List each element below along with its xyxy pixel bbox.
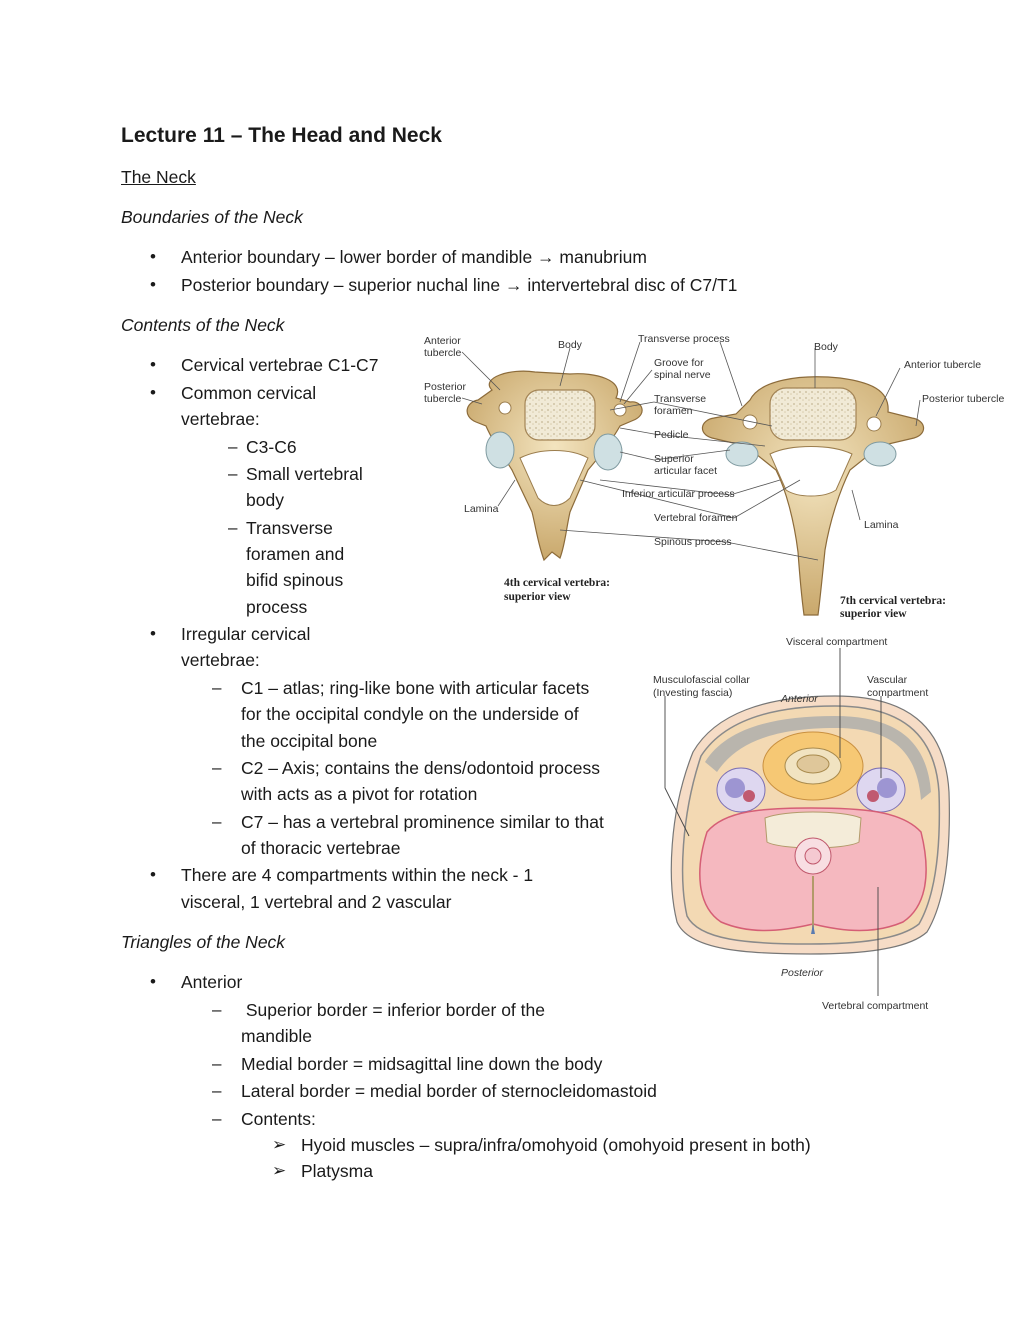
label-groove: Groove for bbox=[654, 357, 704, 369]
cervical-vertebrae-figure bbox=[420, 330, 1005, 622]
label-anterior-tubercle: Anterior tubercle bbox=[904, 359, 982, 371]
caption-c7: 7th cervical vertebra: bbox=[840, 595, 947, 607]
dash: – bbox=[228, 464, 238, 483]
label-visceral-compartment: Visceral compartment bbox=[786, 636, 888, 648]
caption-c7: superior view bbox=[840, 608, 907, 620]
sub-item: body bbox=[246, 490, 284, 510]
sub-item: C7 – has a vertebral prominence similar to that bbox=[241, 812, 604, 832]
contents-item: visceral, 1 vertebral and 2 vascular bbox=[181, 892, 452, 912]
label-posterior-tubercle: Posterior tubercle bbox=[922, 393, 1005, 405]
sub-sub-item: Platysma bbox=[301, 1161, 373, 1181]
sub-item: C1 – atlas; ring-like bone with articular facets bbox=[241, 678, 590, 698]
dash: – bbox=[212, 1109, 222, 1128]
c7-vertebra-illustration bbox=[702, 377, 923, 615]
contents-item: vertebrae: bbox=[181, 409, 260, 429]
sub-item: Lateral border = medial border of sternocleidomastoid bbox=[241, 1081, 657, 1101]
label-vascular-compartment: Vascular bbox=[867, 674, 908, 686]
label-vascular-compartment: compartment bbox=[867, 687, 929, 699]
label-musculofascial-collar: Musculofascial collar bbox=[653, 674, 750, 686]
sub-item: foramen and bbox=[246, 544, 345, 564]
arrow-bullet-icon: ➢ bbox=[272, 1135, 287, 1154]
sub-item: C3-C6 bbox=[246, 437, 297, 457]
label-anterior-tubercle: tubercle bbox=[424, 347, 462, 359]
neck-compartments-figure bbox=[645, 632, 980, 1017]
label-superior-facet: articular facet bbox=[654, 465, 718, 477]
dash: – bbox=[228, 518, 238, 537]
dash: – bbox=[212, 1000, 222, 1019]
label-investing-fascia: (Investing fascia) bbox=[653, 687, 733, 699]
arrow-icon: → bbox=[537, 247, 555, 267]
sub-item: process bbox=[246, 597, 308, 617]
arrow-icon: → bbox=[504, 275, 523, 295]
label-vertebral-foramen: Vertebral foramen bbox=[654, 512, 738, 524]
bullet: • bbox=[150, 247, 156, 266]
sub-item: the occipital bone bbox=[241, 731, 378, 751]
dash: – bbox=[212, 812, 222, 831]
label-groove: spinal nerve bbox=[654, 369, 711, 381]
contents-item: Irregular cervical bbox=[181, 624, 311, 644]
sub-item: with acts as a pivot for rotation bbox=[241, 784, 478, 804]
label-inferior-process: Inferior articular process bbox=[622, 488, 735, 500]
dash: – bbox=[212, 1054, 222, 1073]
dash: – bbox=[212, 1081, 222, 1100]
sub-item: Small vertebral bbox=[246, 464, 363, 484]
arrow-bullet-icon: ➢ bbox=[272, 1161, 287, 1180]
spinal-canal bbox=[805, 848, 821, 864]
bullet: • bbox=[150, 383, 156, 402]
sub-item: Superior border = inferior border of the bbox=[241, 1000, 545, 1020]
sub-item: Contents: bbox=[241, 1109, 316, 1129]
c4-vertebra-illustration bbox=[467, 371, 642, 560]
sub-item: of thoracic vertebrae bbox=[241, 838, 401, 858]
sub-item: bifid spinous bbox=[246, 570, 344, 590]
page-title: Lecture 11 – The Head and Neck bbox=[121, 124, 442, 147]
contents-heading: Contents of the Neck bbox=[121, 315, 285, 335]
carotid-left bbox=[725, 778, 745, 798]
jugular-left bbox=[743, 790, 755, 802]
contents-item: Cervical vertebrae C1-C7 bbox=[181, 355, 379, 375]
label-anterior-tubercle: Anterior bbox=[424, 335, 461, 347]
caption-c4: 4th cervical vertebra: bbox=[504, 577, 611, 589]
label-body: Body bbox=[814, 341, 838, 353]
boundary-anterior: Anterior boundary – lower border of mandible → manubrium bbox=[181, 247, 647, 267]
dash: – bbox=[228, 437, 238, 456]
label-lamina: Lamina bbox=[864, 519, 899, 531]
contents-item: vertebrae: bbox=[181, 650, 260, 670]
label-spinous-process: Spinous process bbox=[654, 536, 732, 548]
contents-item: Common cervical bbox=[181, 383, 317, 403]
boundary-posterior: Posterior boundary – superior nuchal line → intervertebral disc of C7/T1 bbox=[181, 275, 738, 295]
label-vertebral-compartment: Vertebral compartment bbox=[822, 1000, 929, 1012]
label-pedicle: Pedicle bbox=[654, 429, 689, 441]
sub-item: Medial border = midsagittal line down the body bbox=[241, 1054, 603, 1074]
bullet: • bbox=[150, 624, 156, 643]
dash: – bbox=[212, 758, 222, 777]
sub-item: for the occipital condyle on the underside of bbox=[241, 704, 579, 724]
triangles-heading: Triangles of the Neck bbox=[121, 932, 286, 952]
label-anterior: Anterior bbox=[781, 693, 818, 705]
label-posterior: Posterior bbox=[781, 967, 824, 979]
label-superior-facet: Superior bbox=[654, 453, 694, 465]
label-lamina: Lamina bbox=[464, 503, 499, 515]
trachea-lumen bbox=[797, 755, 829, 773]
sub-sub-item: Hyoid muscles – supra/infra/omohyoid (omohyoid present in both) bbox=[301, 1135, 811, 1155]
label-body: Body bbox=[558, 339, 582, 351]
jugular-right bbox=[867, 790, 879, 802]
label-posterior-tubercle: tubercle bbox=[424, 393, 462, 405]
caption-c4: superior view bbox=[504, 591, 571, 603]
label-transverse-process: Transverse process bbox=[638, 333, 730, 345]
label-posterior-tubercle: Posterior bbox=[424, 381, 467, 393]
label-transverse-foramen: foramen bbox=[654, 405, 693, 417]
carotid-right bbox=[877, 778, 897, 798]
dash: – bbox=[212, 678, 222, 697]
contents-item: There are 4 compartments within the neck - 1 bbox=[181, 865, 534, 885]
triangle-item: Anterior bbox=[181, 972, 243, 992]
section-heading: The Neck bbox=[121, 167, 196, 187]
boundaries-heading: Boundaries of the Neck bbox=[121, 207, 303, 227]
bullet: • bbox=[150, 355, 156, 374]
bullet: • bbox=[150, 275, 156, 294]
sub-item: Transverse bbox=[246, 518, 333, 538]
sub-item: C2 – Axis; contains the dens/odontoid process bbox=[241, 758, 600, 778]
bullet: • bbox=[150, 865, 156, 884]
bullet: • bbox=[150, 972, 156, 991]
sub-item: mandible bbox=[241, 1026, 313, 1046]
label-transverse-foramen: Transverse bbox=[654, 393, 707, 405]
